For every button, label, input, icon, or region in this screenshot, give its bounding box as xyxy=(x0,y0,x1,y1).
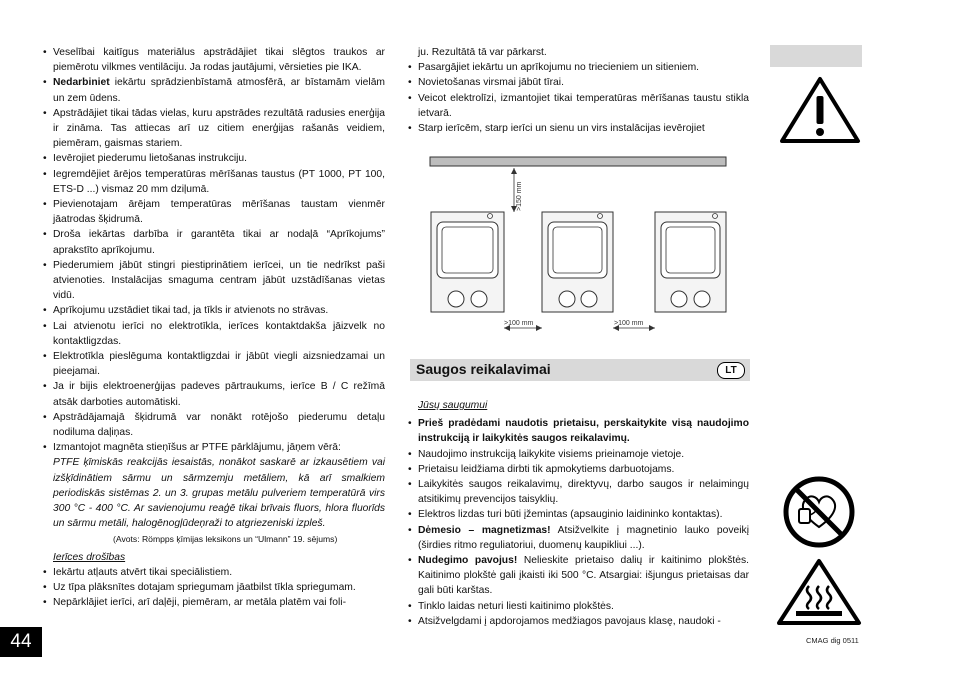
list-item: • Nedarbiniet iekārtu sprādzienbīstamā atmosfērā, ar bīstamām vielām un zem ūdens. xyxy=(43,75,385,105)
no-pacemaker-icon xyxy=(782,475,856,549)
ptfe-note: PTFE ķīmiskās reakcijās iesaistās, nonākot saskarē ar izkausētiem vai izšķīdinātiem sārmu un sārmzemju metāliem, kā arī smalkiem periodiskās sistēmas 2. un 3. grupas metālu pulveriem temperatūrā virs 300 °C - 400 °C. Ar savienojumu reaģē tikai brīvais fluors, hlora fluorīds un sārmu metāli, halogēnogļūdeņraži to atgriezeniski izpleš. xyxy=(53,457,385,530)
margin-tab xyxy=(770,45,862,67)
list-item: • Aprīkojumu uzstādiet tikai tad, ja tīkls ir atvienots no strāvas. xyxy=(43,303,385,318)
left-column xyxy=(43,45,385,611)
list-item: • Lai atvienotu ierīci no elektrotīkla, ierīces kontaktdakša jāizvelk no kontaktligzdas. xyxy=(43,319,385,349)
list-item: • Pievienotajam ārējam temperatūras mērīšanas taustam vienmēr jāatrodas šķidrumā. xyxy=(43,197,385,227)
section-title: Saugos reikalavimai xyxy=(416,361,551,377)
list-item: • Uz tīpa plāksnītes dotajam spriegumam jāatbilst tīkla spriegumam. xyxy=(43,580,385,595)
list-item: • Iekārtu atļauts atvērt tikai speciālistiem. xyxy=(43,565,385,580)
list-item: • Nepārklājiet ierīci, arī daļēji, piemēram, ar metāla platēm vai foli- xyxy=(43,595,385,610)
list-item: • Izmantojot magnēta stieņīšus ar PTFE pārklājumu, jāņem vērā: xyxy=(43,440,385,455)
list-item: • Elektros lizdas turi būti įžemintas (apsauginio laidininko kontaktas). xyxy=(408,507,749,522)
list-item: • Starp ierīcēm, starp ierīci un sienu un virs instalācijas ievērojiet xyxy=(408,121,749,136)
list-item: • Prieš pradėdami naudotis prietaisu, perskaitykite visą naudojimo instrukciją ir laikykitės saugos reikalavimų. xyxy=(408,416,749,446)
document-code: CMAG dig 0511 xyxy=(806,636,859,645)
list-item: • Veselībai kaitīgus materiālus apstrādājiet tikai slēgtos traukos ar piemērotu vilkmes ventilāciju. Ja rodas jautājumi, vērsieties pie IKA. xyxy=(43,45,385,75)
middle-column-top xyxy=(408,45,749,136)
list-item: • Naudojimo instrukciją laikykite visiems prieinamoje vietoje. xyxy=(408,447,749,462)
ceiling-bar xyxy=(430,157,726,166)
clearance-label-gap-2: >100 mm xyxy=(614,320,644,327)
list-item: • Iegremdējiet ārējos temperatūras mērīšanas taustus (PT 1000, PT 100, ETS-D ...) vismaz 20 mm dziļumā. xyxy=(43,167,385,197)
middle-column-bottom xyxy=(408,398,749,629)
warning-triangle-icon xyxy=(779,76,861,144)
list-item: • Prietaisu leidžiama dirbti tik apmokytiems darbuotojams. xyxy=(408,462,749,477)
list-item: • Dėmesio – magnetizmas! Atsižvelkite į magnetinio lauko poveikį (širdies ritmo reguliatoriui, duomenų kaupikliui ...). xyxy=(408,523,749,553)
list-item: • Atsižvelgdami į apdorojamos medžiagos pavojaus klasę, naudoki - xyxy=(408,614,749,629)
stirrer-unit-1 xyxy=(431,212,504,312)
hot-surface-icon xyxy=(776,558,862,626)
section-subheading: Jūsų saugumui xyxy=(418,400,488,411)
list-item: • Pasargājiet iekārtu un aprīkojumu no triecieniem un sitieniem. xyxy=(408,60,749,75)
clearance-label-gap-1: >100 mm xyxy=(504,320,534,327)
list-item: • Novietošanas virsmai jābūt tīrai. xyxy=(408,75,749,90)
stirrer-unit-3 xyxy=(655,212,726,312)
page-number: 44 xyxy=(0,627,42,657)
source-citation: (Avots: Römpps ķīmijas leksikons un “Ulmann” 19. sējums) xyxy=(113,533,338,544)
clearance-label-top: >150 mm xyxy=(516,181,523,211)
list-item: • Ievērojiet piederumu lietošanas instrukciju. xyxy=(43,151,385,166)
language-badge: LT xyxy=(717,362,745,379)
list-item: • Piederumiem jābūt stingri piestiprinātiem ierīcei, un tie nedrīkst paši atvienoties. Instalācijas smaguma centram jābūt uzstādīšanas vietas vidū. xyxy=(43,258,385,304)
list-item: • Elektrotīkla pieslēguma kontaktligzdai ir jābūt viegli aizsniedzamai un pieejamai. xyxy=(43,349,385,379)
list-item: • Veicot elektrolīzi, izmantojiet tikai temperatūras mērīšanas taustu stikla ietvarā. xyxy=(408,91,749,121)
clearance-diagram xyxy=(428,155,728,335)
list-item: • Ja ir bijis elektroenerģijas padeves pārtraukums, ierīce B / C režīmā atsāk darboties automātiski. xyxy=(43,379,385,409)
stirrer-unit-2 xyxy=(542,212,613,312)
list-item: • Droša iekārtas darbība ir garantēta tikai ar nodaļā “Aprīkojums” aprakstīto aprīkojumu. xyxy=(43,227,385,257)
list-item: • Apstrādājiet tikai tādas vielas, kuru apstrādes rezultātā radusies enerģija ir zināma. Tas attiecas arī uz citiem enerģijas rašanās veidiem, piemēram, gaismas stariem. xyxy=(43,106,385,152)
list-item: • Tinklo laidas neturi liesti kaitinimo plokštės. xyxy=(408,599,749,614)
list-item: • Nudegimo pavojus! Nelieskite prietaiso dalių ir kaitinimo plokštės. Kaitinimo plokštė gali įkaisti iki 500 °C. Atsargiai: išjungus prietaisas dar gali būti karštas. xyxy=(408,553,749,599)
list-item-continuation: ju. Rezultātā tā var pārkarst. xyxy=(418,47,547,58)
section-header xyxy=(410,359,750,381)
section-subheading: Ierīces drošības xyxy=(53,551,126,563)
list-item: • Laikykitės saugos reikalavimų, direktyvų, darbo saugos ir nelaimingų atsitikimų prevencijos taisyklių. xyxy=(408,477,749,507)
list-item: • Apstrādājamajā šķidrumā var nonākt rotējošo piederumu detaļu nodiluma daļiņas. xyxy=(43,410,385,440)
